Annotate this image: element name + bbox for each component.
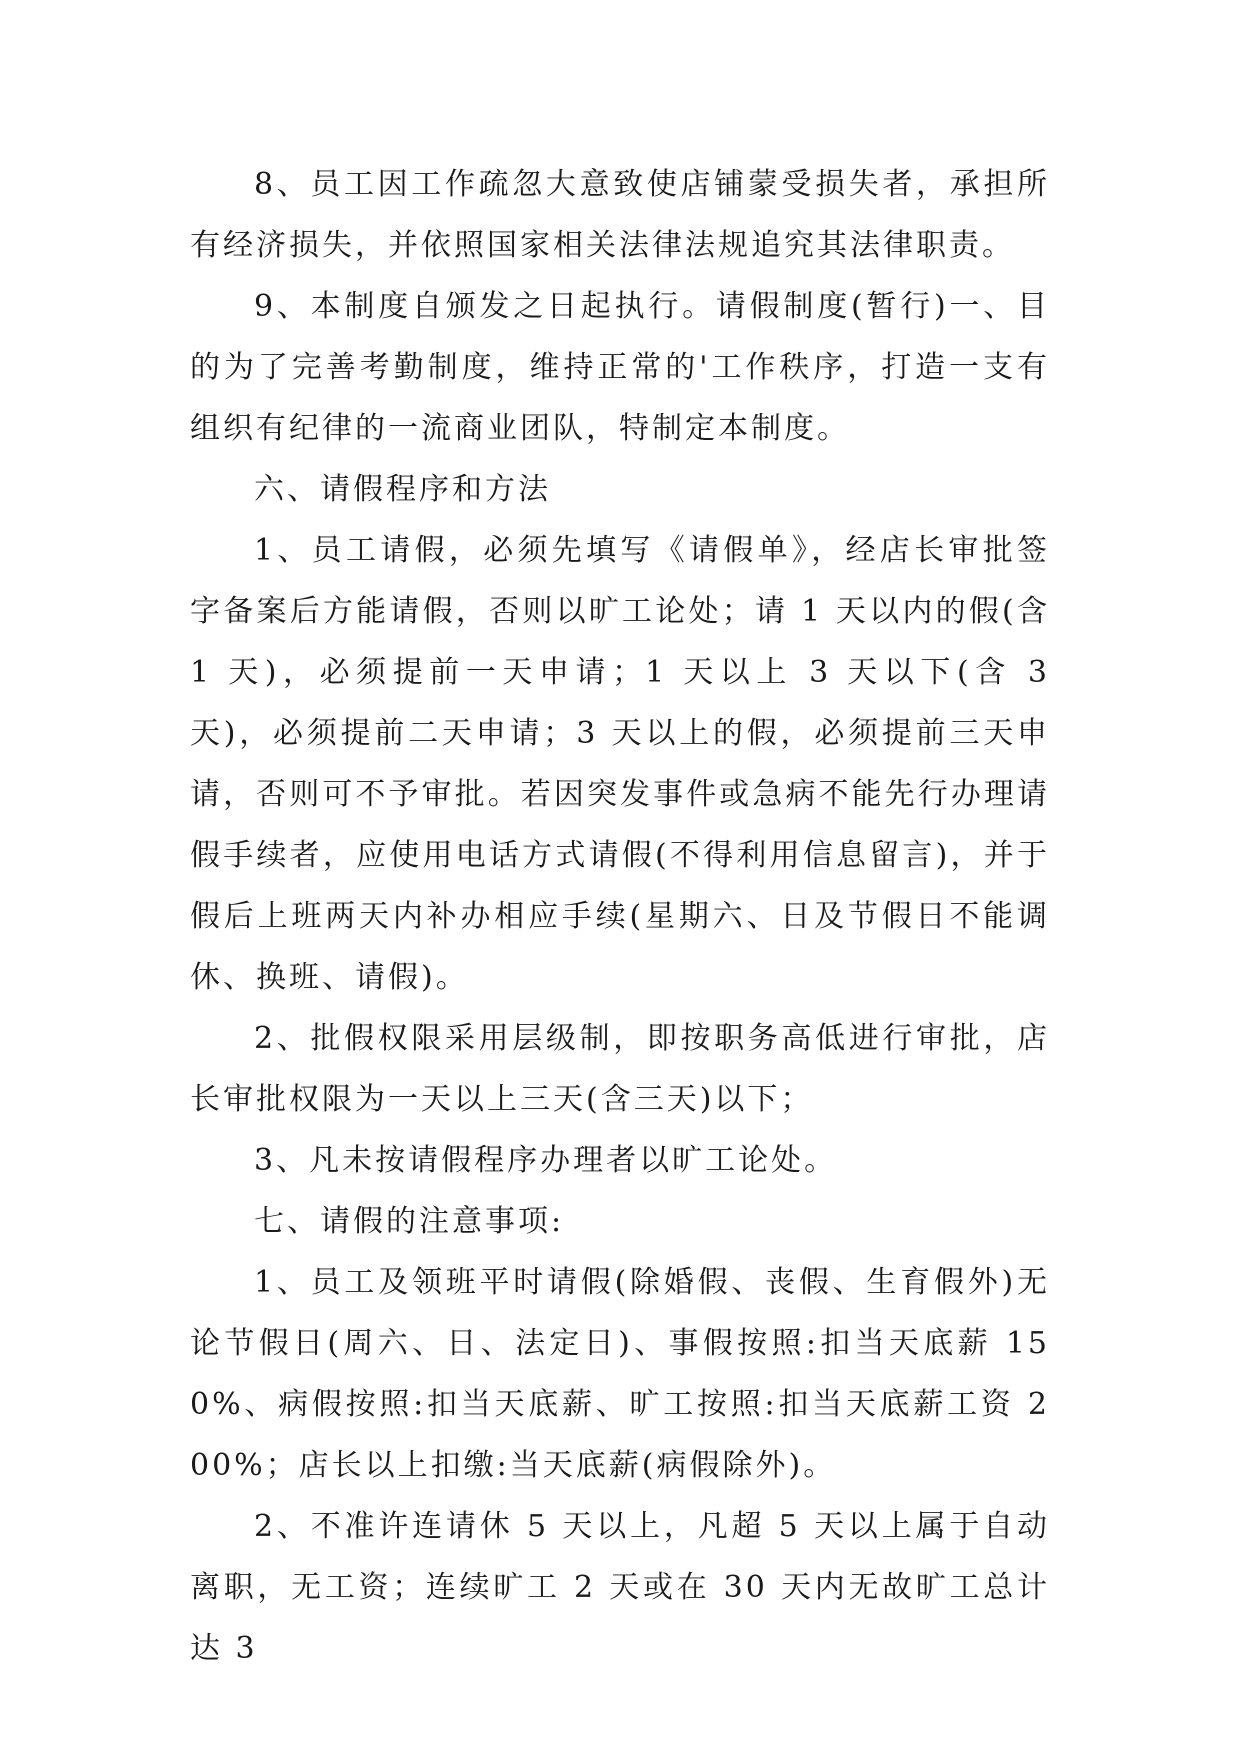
paragraph-procedure-2: 2、批假权限采用层级制，即按职务高低进行审批，店长审批权限为一天以上三天(含三天)以下； bbox=[190, 1021, 1050, 1117]
paragraph-procedure-1: 1、员工请假，必须先填写《请假单》，经店长审批签字备案后方能请假，否则以旷工论处；请 1 天以内的假(含 1 天)，必须提前一天申请；1 天以上 3 天以下(含 3 天)，必须提前二天申请；3 天以上的假，必须提前三天申请，否则可不予审批。若因突发事件或急病不能先行办理请假手续者，应使用电话方式请假(不得利用信息留言)，并于假后上班两天内补办相应手续(星期六、日及节假日不能调休、换班、请假)。 bbox=[190, 533, 1050, 995]
paragraph-notes-2: 2、不准许连请休 5 天以上，凡超 5 天以上属于自动离职，无工资；连续旷工 2 天或在 30 天内无故旷工总计达 3 bbox=[190, 1509, 1050, 1666]
paragraph-procedure-3: 3、凡未按请假程序办理者以旷工论处。 bbox=[254, 1143, 838, 1178]
section-heading-leave-procedure: 六、请假程序和方法 bbox=[254, 472, 551, 507]
document-body bbox=[190, 154, 1050, 1679]
paragraph-item-9: 9、本制度自颁发之日起执行。请假制度(暂行)一、目的为了完善考勤制度，维持正常的'工作秩序，打造一支有组织有纪律的一流商业团队，特制定本制度。 bbox=[190, 289, 1050, 446]
paragraph-item-8: 8、员工因工作疏忽大意致使店铺蒙受损失者，承担所有经济损失，并依照国家相关法律法规追究其法律职责。 bbox=[190, 167, 1050, 263]
paragraph-notes-1: 1、员工及领班平时请假(除婚假、丧假、生育假外)无论节假日(周六、日、法定日)、事假按照:扣当天底薪 150%、病假按照:扣当天底薪、旷工按照:扣当天底薪工资 200%；店长以上扣缴:当天底薪(病假除外)。 bbox=[190, 1265, 1050, 1483]
section-heading-leave-notes: 七、请假的注意事项: bbox=[254, 1204, 565, 1239]
